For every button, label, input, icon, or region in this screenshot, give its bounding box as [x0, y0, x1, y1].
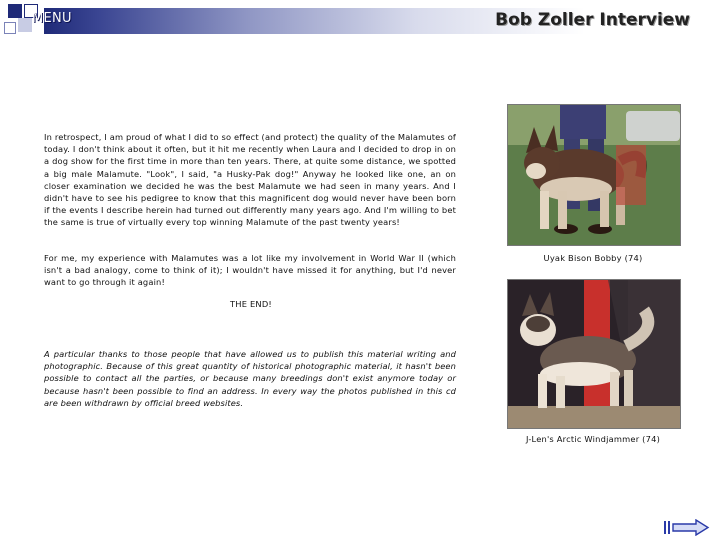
article-paragraph: For me, my experience with Malamutes was a lot like my involvement in World War II (which isn't a bad analogy, come to think of it); I wouldn't have missed it for anything, but I'd never want to go through it again! [44, 253, 456, 288]
photo-caption: J-Len's Arctic Windjammer (74) [525, 434, 661, 444]
thanks-note: A particular thanks to those people that have allowed us to publish this material writing and photographic. Because of this great quantity of historical photographic material, it hasn't been possible to contact all the parties, or because many breedings don't exist anymore today or because hasn't been possible to find an address. In every way the photos published in this cd are been withdrawn by official breed websites. [44, 349, 456, 408]
next-arrow-icon [664, 519, 710, 536]
malamute-photo-icon [508, 105, 680, 245]
dog-photo-arctic-windjammer [507, 279, 681, 429]
next-button[interactable] [664, 519, 710, 536]
article-paragraph: In retrospect, I am proud of what I did to so effect (and protect) the quality of the Malamutes of today. I don't think about it often, but it hit me recently when Laura and I decided to drop in on a dog show for the first time in more than ten years. There, at quite some distance, we spotted a big male Malamute. "Look", I said, "a Husky-Pak dog!" Anyway he looked like one, an on closer examination we decided he was the best Malamute we had seen in many years. And I didn't have to see his pedigree to know that this magnificent dog would never have been born if the events I describe herein had turned out differently many years ago. And I'm willing to bet the same is true of virtually every top winning Malamute of the past twenty years! [44, 132, 456, 228]
page-title: Bob Zoller Interview [495, 10, 690, 30]
malamute-photo-icon [508, 280, 680, 428]
decorative-square [4, 22, 16, 34]
the-end-text: THE END! [230, 299, 272, 309]
menu-link[interactable]: MENU [32, 11, 72, 26]
photo-caption: Uyak Bison Bobby (74) [543, 253, 643, 263]
decorative-square [8, 4, 22, 18]
dog-photo-uyak-bison-bobby [507, 104, 681, 246]
decorative-square [18, 18, 32, 32]
